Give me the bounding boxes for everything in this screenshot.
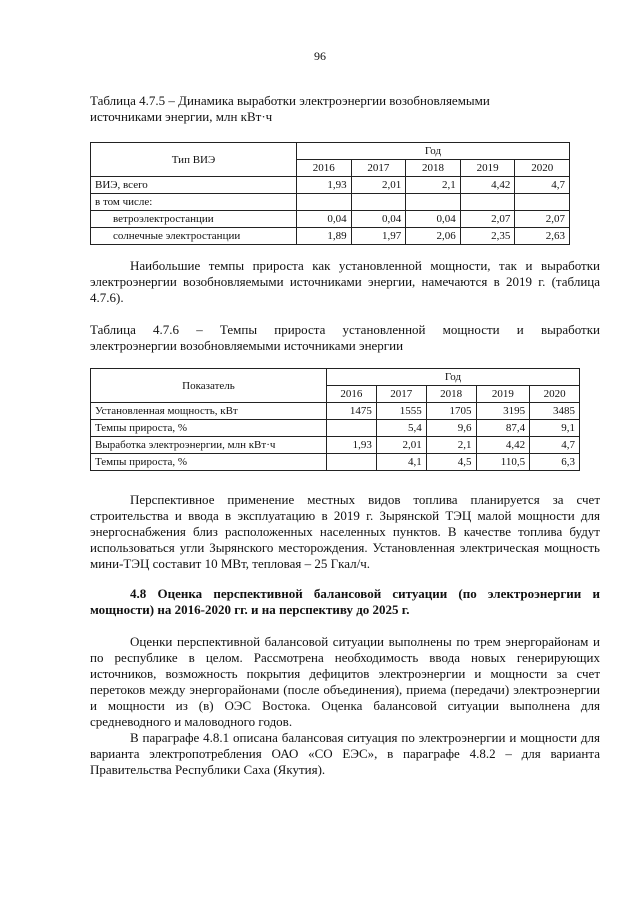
row-label: ветроэлектростанции <box>91 211 297 228</box>
table-row <box>91 194 570 211</box>
table-row <box>91 403 580 420</box>
value-cell: 1,93 <box>297 177 352 194</box>
value-cell: 9,6 <box>426 420 476 437</box>
table-row <box>91 437 580 454</box>
value-cell: 1,97 <box>351 228 406 245</box>
row-label: Установленная мощность, кВт <box>91 403 327 420</box>
year-cell: 2020 <box>530 386 580 403</box>
table-row <box>91 177 570 194</box>
table-row <box>91 228 570 245</box>
year-cell: 2017 <box>351 160 406 177</box>
table2-caption <box>90 322 600 354</box>
value-cell <box>406 194 461 211</box>
row-label: в том числе: <box>91 194 297 211</box>
value-cell: 2,07 <box>460 211 515 228</box>
growth-rates-table <box>90 368 580 471</box>
value-cell: 2,01 <box>351 177 406 194</box>
value-cell: 0,04 <box>351 211 406 228</box>
year-cell: 2016 <box>297 160 352 177</box>
paragraph-2: Перспективное применение местных видов топлива планируется за счет строительства и ввода в эксплуатацию в 2019 г. Зырянской ТЭЦ малой мощности для энергоснабжения близ расположенных населенных пунктов. В качестве топлива будут использоваться угли Зырянского месторождения. Установленная электрическая мощность мини-ТЭЦ составит 10 МВт, тепловая – 25 Гкал/ч. <box>90 492 600 571</box>
table2-caption-line1: Таблица 4.7.6 – Темпы прироста установленной мощности и выработки <box>90 322 600 337</box>
row-label: ВИЭ, всего <box>91 177 297 194</box>
value-cell <box>327 454 377 471</box>
year-cell: 2017 <box>376 386 426 403</box>
value-cell: 4,42 <box>460 177 515 194</box>
value-cell: 0,04 <box>406 211 461 228</box>
value-cell <box>351 194 406 211</box>
header-type: Тип ВИЭ <box>91 143 297 177</box>
value-cell: 2,07 <box>515 211 570 228</box>
value-cell: 2,35 <box>460 228 515 245</box>
header-indicator: Показатель <box>91 369 327 403</box>
value-cell <box>327 420 377 437</box>
table2-caption-line2: электроэнергии возобновляемыми источниками энергии <box>90 338 404 353</box>
table-header-row <box>91 369 580 386</box>
section-heading: 4.8 Оценка перспективной балансовой ситуации (по электроэнергии и мощности) на 2016-2020 гг. и на перспективу до 2025 г. <box>90 586 600 617</box>
row-label: Темпы прироста, % <box>91 454 327 471</box>
value-cell <box>297 194 352 211</box>
paragraph-3: Оценки перспективной балансовой ситуации выполнены по трем энергорайонам и по республике в целом. Рассмотрена необходимость ввода новых генерирующих источников, возможность покрытия дефицитов электроэнергии и мощности за счет перетоков между энергорайонами (после объединения), приема (передачи) электроэнергии и мощности из (в) ОЭС Востока. Оценка балансовой ситуации выполнена для средневодного и маловодного годов. <box>90 634 600 729</box>
table-row <box>91 420 580 437</box>
value-cell: 4,1 <box>376 454 426 471</box>
header-year: Год <box>327 369 580 386</box>
table1-caption-line2: источниками энергии, млн кВт·ч <box>90 109 273 124</box>
value-cell: 4,42 <box>476 437 530 454</box>
value-cell: 1,93 <box>327 437 377 454</box>
renewable-generation-table <box>90 142 570 245</box>
value-cell: 0,04 <box>297 211 352 228</box>
value-cell: 2,1 <box>406 177 461 194</box>
table1-caption-line1: Таблица 4.7.5 – Динамика выработки электроэнергии возобновляемыми <box>90 93 490 108</box>
value-cell: 1475 <box>327 403 377 420</box>
row-label: Выработка электроэнергии, млн кВт·ч <box>91 437 327 454</box>
year-cell: 2016 <box>327 386 377 403</box>
value-cell: 3195 <box>476 403 530 420</box>
value-cell: 2,06 <box>406 228 461 245</box>
header-year: Год <box>297 143 570 160</box>
page-number: 96 <box>314 49 326 63</box>
row-label: Темпы прироста, % <box>91 420 327 437</box>
value-cell: 9,1 <box>530 420 580 437</box>
year-cell: 2018 <box>406 160 461 177</box>
paragraph-1: Наибольшие темпы прироста как установленной мощности, так и выработки электроэнергии возобновляемыми источниками энергии, намечаются в 2019 г. (таблица 4.7.6). <box>90 258 600 305</box>
value-cell: 6,3 <box>530 454 580 471</box>
value-cell: 110,5 <box>476 454 530 471</box>
value-cell: 1,89 <box>297 228 352 245</box>
year-cell: 2020 <box>515 160 570 177</box>
value-cell: 1555 <box>376 403 426 420</box>
year-cell: 2019 <box>476 386 530 403</box>
value-cell: 4,5 <box>426 454 476 471</box>
table-row <box>91 211 570 228</box>
row-label: солнечные электростанции <box>91 228 297 245</box>
value-cell: 2,01 <box>376 437 426 454</box>
value-cell: 4,7 <box>515 177 570 194</box>
value-cell: 3485 <box>530 403 580 420</box>
value-cell <box>515 194 570 211</box>
value-cell <box>460 194 515 211</box>
value-cell: 2,1 <box>426 437 476 454</box>
value-cell: 5,4 <box>376 420 426 437</box>
value-cell: 2,63 <box>515 228 570 245</box>
value-cell: 1705 <box>426 403 476 420</box>
table-header-row <box>91 143 570 160</box>
year-cell: 2019 <box>460 160 515 177</box>
table-row <box>91 454 580 471</box>
value-cell: 87,4 <box>476 420 530 437</box>
year-cell: 2018 <box>426 386 476 403</box>
paragraph-4: В параграфе 4.8.1 описана балансовая ситуация по электроэнергии и мощности для варианта электропотребления ОАО «СО ЕЭС», в параграфе 4.8.2 – для варианта Правительства Республики Саха (Якутия). <box>90 730 600 777</box>
value-cell: 4,7 <box>530 437 580 454</box>
table1-caption <box>90 93 600 125</box>
